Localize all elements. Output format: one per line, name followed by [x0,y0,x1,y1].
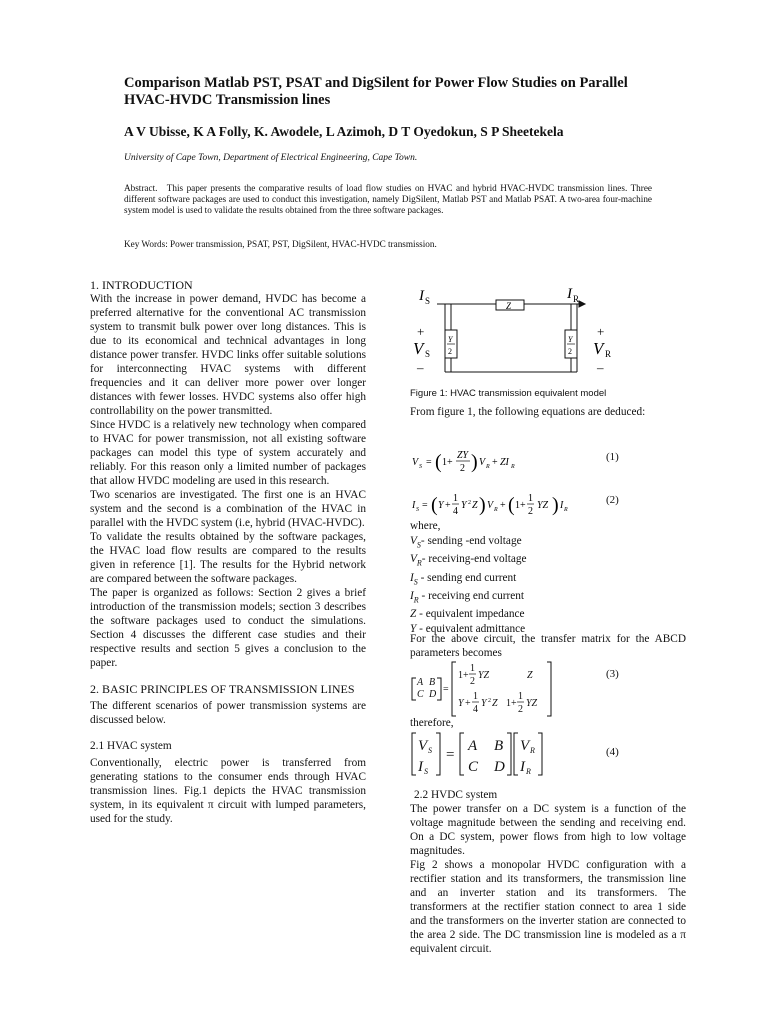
vr-label: V [593,339,604,358]
svg-text:V: V [487,500,494,511]
equation-2 [410,488,630,522]
svg-text:1+: 1+ [442,457,453,468]
svg-text:(: ( [431,494,438,516]
svg-text:+: + [492,457,498,468]
svg-text:ZY: ZY [457,450,469,461]
svg-text:V: V [479,457,486,468]
svg-text:I: I [418,759,423,775]
svg-text:1: 1 [470,663,475,674]
shunt-right-y: Y [568,335,573,344]
svg-text:Y: Y [481,698,487,709]
section-2-1-heading: 2.1 HVAC system [90,740,172,752]
definition-is: $I_S$ - sending end current [410,571,517,586]
vr-plus: + [597,324,605,339]
svg-text:Y: Y [438,500,444,511]
abstract-text: This paper presents the comparative results of load flow studies on HVAC and hybrid HVAC-HVDC transmission lines. Three different software packages are used to conduct this investigation, namely DigSilent, Matlab PST and Matlab PSAT. A two-area four-machine system model is used to validate the results obtained from the three software packages. [124,183,652,215]
svg-text:R: R [530,746,535,755]
svg-text:1+: 1+ [506,698,517,709]
svg-text:S: S [428,746,432,755]
svg-text:+: + [500,500,506,511]
svg-text:B: B [494,738,504,754]
svg-text:I: I [560,500,564,511]
svg-text:2: 2 [468,500,471,506]
section-2-1-paragraph: Conventionally, electric power is transferred from generating stations to the consumer ends through HVAC transmission lines. Fig.1 depicts the HVAC transmission system, in its equivalent π circuit with lumped parameters, used for the study. [90,757,366,825]
vr-sub: R [605,349,612,359]
svg-text:I: I [412,500,416,511]
z-label: Z [506,301,512,311]
svg-text:R: R [564,507,568,513]
section-2-2-paragraph-1: The power transfer on a DC system is a function of the voltage magnitude between the sending and receiving end. On a DC system, power flows from high to low voltage magnitudes. [410,803,686,857]
vr-minus: – [597,360,604,375]
svg-text:YZ: YZ [478,670,490,681]
svg-text:D: D [494,759,505,775]
svg-text:(: ( [508,494,515,516]
intro-paragraph-2: Since HVDC is a relatively new technology when compared to HVAC for power transmission, not all existing software packages can model this type of system accurately and reliably. For this reason only a limited number of packages that allow HVDC modeling are used in this research. [90,419,366,487]
svg-text:4: 4 [473,704,478,715]
svg-text:A: A [417,677,424,688]
svg-text:B: B [429,677,436,688]
svg-text:=: = [446,747,455,763]
vs-minus: – [417,360,424,375]
intro-paragraph-4: To validate the results obtained by the software packages, the HVAC load flow results are compared to the results given in reference [1]. The results for the Hybrid network are compared between the software packages. [90,531,366,585]
svg-text:): ) [471,451,478,473]
equation-intro: From figure 1, the following equations are deduced: [410,406,646,418]
svg-text:2: 2 [518,704,523,715]
svg-text:YZ: YZ [537,500,549,511]
svg-text:): ) [479,494,486,516]
svg-text:R: R [526,767,531,776]
svg-text:R: R [494,507,498,513]
definition-ir: $I_R$ - receiving end current [410,589,525,604]
figure-1-caption: Figure 1: HVAC transmission equivalent model [410,388,607,399]
svg-text:S: S [416,507,419,513]
equation-3-number: (3) [606,668,619,680]
svg-text:+: + [465,698,471,709]
equation-4-number: (4) [606,746,619,758]
svg-text:V: V [520,738,530,754]
svg-text:): ) [552,494,559,516]
svg-text:4: 4 [453,506,458,517]
abcd-intro: For the above circuit, the transfer matrix for the ABCD parameters becomes [410,633,686,659]
section-2-heading-text: 2. BASIC PRINCIPLES OF TRANSMISSION LINES [90,682,355,696]
definition-vr: $V_R-$ receiving-end voltage [410,553,527,568]
section-2-paragraph: The different scenarios of power transmission systems are discussed below. [90,700,366,726]
intro-paragraph-5: The paper is organized as follows: Section 2 gives a brief introduction of the transmission models; section 3 describes the software packages used to conduct the simulations. Section 4 discusses the different case studies and their respective results and section 5 gives a conclusion to the paper. [90,587,366,669]
svg-text:YZ: YZ [526,698,538,709]
svg-text:1+: 1+ [458,670,469,681]
svg-text:1: 1 [453,493,458,504]
vs-sub: S [425,349,431,359]
shunt-left-y: Y [448,335,453,344]
svg-text:1+: 1+ [515,500,526,511]
ir-sub: R [573,294,580,304]
definition-vs: $V_S-$ sending -end voltage [410,535,522,550]
shunt-right-2: 2 [568,347,572,356]
svg-text:S: S [424,767,428,776]
section-2-2-heading: 2.2 HVDC system [414,789,498,801]
svg-text:=: = [422,500,428,511]
svg-text:(: ( [435,451,442,473]
svg-text:2: 2 [488,698,491,704]
paper-authors: A V Ubisse, K A Folly, K. Awodele, L Azimoh, D T Oyedokun, S P Sheetekela [124,124,564,139]
keywords: Key Words: Power transmission, PSAT, PST, DigSilent, HVAC-HVDC transmission. [124,239,437,249]
abstract-label: Abstract. [124,183,158,193]
svg-text:ZI: ZI [500,457,509,468]
section-1-heading: 1. INTRODUCTION [90,278,193,292]
svg-text:C: C [468,759,479,775]
ir-label: I [567,286,572,302]
svg-text:Z: Z [527,670,533,681]
where-label: where, [410,520,441,532]
svg-text:=: = [426,457,432,468]
svg-text:+: + [445,500,451,511]
svg-text:V: V [418,738,428,754]
svg-text:R: R [511,464,515,470]
is-sub: S [425,296,431,306]
svg-text:V: V [412,457,419,468]
svg-text:I: I [520,759,525,775]
paper-affiliation: University of Cape Town, Department of Electrical Engineering, Cape Town. [124,153,418,163]
svg-text:2: 2 [460,463,465,474]
section-2-2 [410,788,686,956]
equation-1 [410,444,630,480]
equation-2-number: (2) [606,494,619,506]
svg-text:C: C [417,689,424,700]
equation-1-number: (1) [606,451,619,463]
svg-text:R: R [486,464,490,470]
svg-text:2: 2 [470,676,475,687]
vs-plus: + [417,324,425,339]
svg-text:=: = [443,684,449,695]
svg-text:D: D [429,689,437,700]
therefore-label: therefore, [410,717,454,729]
svg-text:1: 1 [528,493,533,504]
paper-title: Comparison Matlab PST, PSAT and DigSilent for Power Flow Studies on Parallel HVAC-HVDC Transmission lines [124,75,628,108]
svg-text:Z: Z [472,500,478,511]
definition-z: Z - equivalent impedance [410,608,525,620]
shunt-left-2: 2 [448,347,452,356]
svg-text:2: 2 [528,506,533,517]
vs-label: V [413,339,424,358]
is-label: I [419,288,424,304]
hvac-equivalent-circuit [405,280,635,388]
svg-text:Z: Z [492,698,498,709]
svg-text:1: 1 [518,691,523,702]
equation-3 [410,660,610,718]
intro-paragraph-3: Two scenarios are investigated. The first one is an HVAC system and the second is a combination of the HVAC in parallel with the HVDC system (i.e, hybrid (HVAC-HVDC). [90,489,366,529]
abstract [124,183,652,216]
equation-4 [410,731,610,777]
definitions [410,519,686,637]
svg-text:Y: Y [458,698,464,709]
svg-text:Y: Y [461,500,467,511]
section-2-heading [90,682,366,696]
svg-text:A: A [468,738,478,754]
svg-text:1: 1 [473,691,478,702]
definition-y: Y - equivalent admittance [410,623,526,635]
left-column [90,278,366,826]
intro-paragraph-1: With the increase in power demand, HVDC has become a preferred alternative for the conventional AC transmission system to transmit bulk power over long distances. This is due to its economical and technical advantages in long distance power transfer. HVDC links offer suitable solutions for interconnecting HVAC systems with different frequencies and it can deliver more power over longer distances with fewer losses. HVDC systems also offer high controllability on the power transmitted. [90,293,366,417]
section-2-2-paragraph-2: Fig 2 shows a monopolar HVDC configuration with a rectifier station and its transformers, the transmission line and an inverter station and its transformers. The transformers at the rectifier station connect to area 1 side and the transformers on the inverter station are connected to the area 2 side. The DC transmission line is modeled as a π equivalent circuit. [410,859,686,955]
svg-text:S: S [419,464,422,470]
